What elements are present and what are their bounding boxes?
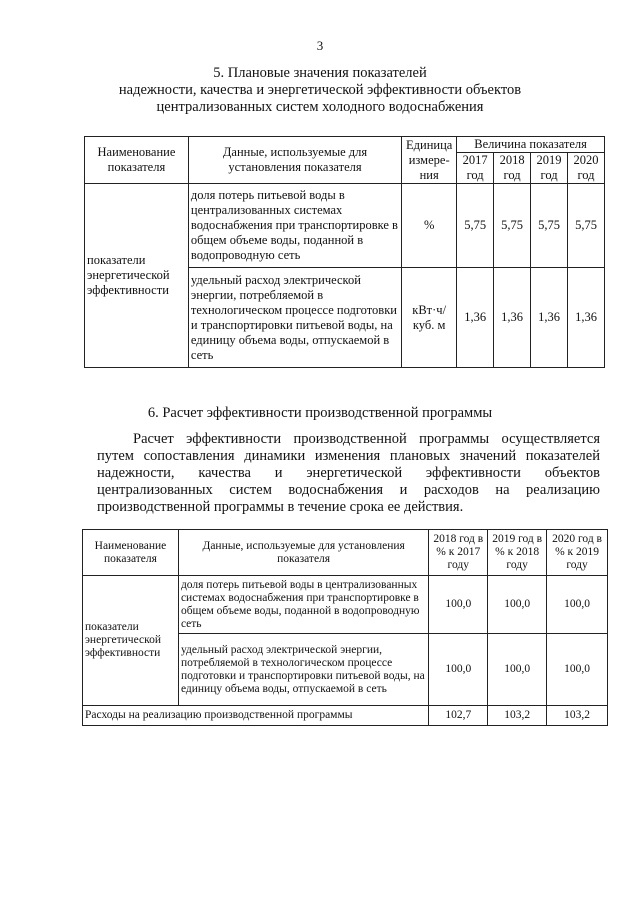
- section5-title-line: 5. Плановые значения показателей: [213, 65, 427, 81]
- total-label: Расходы на реализацию производственной программы: [83, 706, 429, 726]
- section5-title: [0, 65, 640, 116]
- row-value: 100,0: [547, 634, 608, 706]
- header-year: 2020 год: [568, 153, 605, 184]
- row-value: 100,0: [429, 576, 488, 634]
- row-unit: %: [402, 184, 457, 268]
- total-value: 102,7: [429, 706, 488, 726]
- page-number: 3: [316, 38, 324, 53]
- table-row: [83, 576, 608, 634]
- plan-values-table: [84, 136, 605, 368]
- row-data: удельный расход электрической энергии, потребляемой в технологическом процессе подготовки и транспортировки питьевой воды, на единицу объема воды, отпускаемой в сеть: [188, 268, 401, 368]
- total-row: [83, 706, 608, 726]
- row-value: 1,36: [568, 268, 605, 368]
- row-value: 5,75: [568, 184, 605, 268]
- header-unit: Единица измере-ния: [402, 137, 457, 184]
- efficiency-table: [82, 529, 608, 726]
- section5-title-line: централизованных систем холодного водоснабжения: [156, 99, 484, 115]
- row-data: доля потерь питьевой воды в централизованных системах водоснабжения при транспортировке в общем объеме воды, поданной в водопроводную сеть: [178, 576, 428, 634]
- section6-paragraph: [97, 431, 600, 516]
- group-label: показатели энергетической эффективности: [85, 184, 189, 368]
- header-data: Данные, используемые для установления показателя: [178, 530, 428, 576]
- row-data: удельный расход электрической энергии, потребляемой в технологическом процессе подготовки и транспортировки питьевой воды, на единицу объема воды, отпускаемой в сеть: [178, 634, 428, 706]
- total-value: 103,2: [547, 706, 608, 726]
- row-data: доля потерь питьевой воды в централизованных системах водоснабжения при транспортировке в общем объеме воды, поданной в водопроводную сеть: [188, 184, 401, 268]
- row-value: 5,75: [494, 184, 531, 268]
- header-period: 2018 год в % к 2017 году: [429, 530, 488, 576]
- group-label: показатели энергетической эффективности: [83, 576, 179, 706]
- row-value: 100,0: [488, 576, 547, 634]
- header-year: 2018 год: [494, 153, 531, 184]
- total-value: 103,2: [488, 706, 547, 726]
- paragraph-text: Расчет эффективности производственной программы осуществляется путем сопоставления динамики изменения плановых значений показателей надежности, качества и энергетической эффективности объектов централизованных систем водоснабжения и расходов на реализацию производственной программы в течение срока ее действия.: [97, 431, 600, 515]
- row-value: 5,75: [531, 184, 568, 268]
- header-year: 2017 год: [457, 153, 494, 184]
- row-value: 1,36: [531, 268, 568, 368]
- row-value: 1,36: [457, 268, 494, 368]
- table-row: [85, 184, 605, 268]
- header-data: Данные, используемые для установления показателя: [188, 137, 401, 184]
- row-unit: кВт·ч/ куб. м: [402, 268, 457, 368]
- header-period: 2019 год в % к 2018 году: [488, 530, 547, 576]
- header-name: Наименование показателя: [83, 530, 179, 576]
- header-value-group: Величина показателя: [457, 137, 605, 153]
- section5-title-line: надежности, качества и энергетической эффективности объектов: [118, 82, 522, 98]
- header-name: Наименование показателя: [85, 137, 189, 184]
- row-value: 1,36: [494, 268, 531, 368]
- row-value: 100,0: [488, 634, 547, 706]
- header-period: 2020 год в % к 2019 году: [547, 530, 608, 576]
- section6-title: 6. Расчет эффективности производственной программы: [147, 405, 493, 421]
- header-year: 2019 год: [531, 153, 568, 184]
- row-value: 100,0: [429, 634, 488, 706]
- row-value: 100,0: [547, 576, 608, 634]
- row-value: 5,75: [457, 184, 494, 268]
